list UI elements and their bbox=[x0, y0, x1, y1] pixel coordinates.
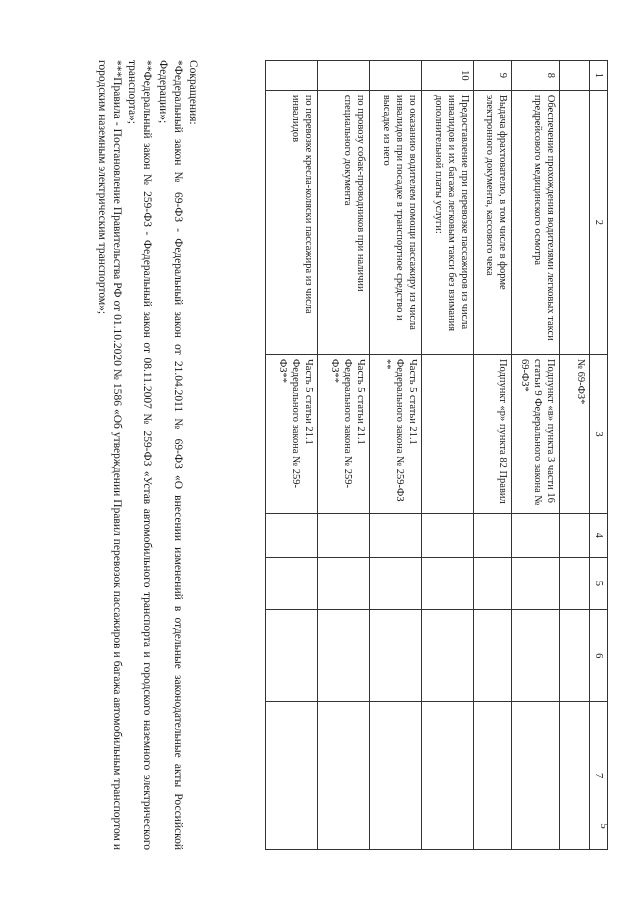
empty-cell bbox=[473, 610, 511, 702]
row-number bbox=[265, 61, 317, 91]
legal-reference: Подпункт «в» пункта 3 части 16 статьи 9 Федерального закона № 69-ФЗ* bbox=[511, 354, 559, 513]
header-cell-2: 2 bbox=[589, 90, 607, 354]
empty-cell bbox=[511, 513, 559, 557]
empty-cell bbox=[511, 702, 559, 850]
header-cell-5: 5 bbox=[589, 557, 607, 610]
footnote-rules: ***Правила - Постановление Правительства РФ от 01.10.2020 № 1586 «Об утверждении Правил перевозок пассажиров и багажа автомобильным транспортом и городским наземным электрическим транспортом»; bbox=[95, 60, 124, 850]
abbreviations-section bbox=[94, 60, 200, 850]
requirements-table bbox=[265, 60, 608, 850]
empty-cell bbox=[317, 557, 369, 610]
row-number: 8 bbox=[511, 61, 559, 91]
legal-reference: № 69-ФЗ* bbox=[559, 354, 589, 513]
empty-cell bbox=[421, 513, 473, 557]
table-row bbox=[265, 61, 317, 850]
requirement-text: Обеспечение прохождения водителями легковых такси предрейсового медицинского осмотра bbox=[511, 90, 559, 354]
requirement-text: по оказанию водителем помощи пассажиру из числа инвалидов при посадке в транспортное средство и высадке из него bbox=[369, 90, 421, 354]
empty-cell bbox=[421, 702, 473, 850]
empty-cell bbox=[421, 557, 473, 610]
requirement-text: по провозу собак-проводников при наличии специального документа bbox=[317, 90, 369, 354]
empty-cell bbox=[511, 557, 559, 610]
row-number bbox=[559, 61, 589, 91]
page-number: 5 bbox=[597, 823, 610, 829]
header-cell-4: 4 bbox=[589, 513, 607, 557]
empty-cell bbox=[265, 610, 317, 702]
table-row bbox=[473, 61, 511, 850]
legal-reference bbox=[421, 354, 473, 513]
table-row bbox=[511, 61, 559, 850]
empty-cell bbox=[421, 610, 473, 702]
table-row bbox=[317, 61, 369, 850]
empty-cell bbox=[559, 513, 589, 557]
rotated-page-content bbox=[20, 0, 620, 890]
requirement-text: по перевозке кресла-коляски пассажира из числа инвалидов bbox=[265, 90, 317, 354]
empty-cell bbox=[317, 702, 369, 850]
table-row bbox=[421, 61, 473, 850]
empty-cell bbox=[265, 513, 317, 557]
footnote-69-fz: *Федеральный закон № 69-ФЗ - Федеральный закон от 21.04.2011 № 69-ФЗ «О внесении изменений в отдельные законодательные акты Российской Федерации»; bbox=[156, 60, 184, 850]
table-header-row bbox=[589, 61, 607, 850]
empty-cell bbox=[317, 513, 369, 557]
empty-cell bbox=[473, 702, 511, 850]
empty-cell bbox=[559, 610, 589, 702]
header-cell-1: 1 bbox=[589, 61, 607, 91]
empty-cell bbox=[265, 702, 317, 850]
legal-reference: Часть 5 статьи 21.1 Федерального закона № 259-ФЗ** bbox=[265, 354, 317, 513]
row-number: 10 bbox=[421, 61, 473, 91]
empty-cell bbox=[369, 702, 421, 850]
header-cell-6: 6 bbox=[589, 610, 607, 702]
requirement-text: Предоставление при перевозке пассажиров из числа инвалидов и их багажа легковым такси без взимания дополнительной платы услуги: bbox=[421, 90, 473, 354]
empty-cell bbox=[559, 557, 589, 610]
empty-cell bbox=[369, 610, 421, 702]
footnote-259-fz: **Федеральный закон № 259-ФЗ - Федеральный закон от 08.11.2007 № 259-ФЗ «Устав автомобильного транспорта и городского наземного электрического транспорта»; bbox=[126, 60, 154, 850]
row-number bbox=[369, 61, 421, 91]
table-row bbox=[559, 61, 589, 850]
empty-cell bbox=[473, 513, 511, 557]
row-number bbox=[317, 61, 369, 91]
empty-cell bbox=[559, 702, 589, 850]
empty-cell bbox=[511, 610, 559, 702]
empty-cell bbox=[265, 557, 317, 610]
requirement-text: Выдача фрахтователю, в том числе в форме электронного документа, кассового чека bbox=[473, 90, 511, 354]
empty-cell bbox=[317, 610, 369, 702]
abbreviations-heading: Сокращения: bbox=[187, 60, 199, 125]
legal-reference: Подпункт «р» пункта 82 Правил bbox=[473, 354, 511, 513]
header-cell-3: 3 bbox=[589, 354, 607, 513]
legal-reference: Часть 5 статьи 21.1 Федерального закона № 259-ФЗ ** bbox=[369, 354, 421, 513]
empty-cell bbox=[369, 513, 421, 557]
empty-cell bbox=[473, 557, 511, 610]
requirement-text bbox=[559, 90, 589, 354]
empty-cell bbox=[369, 557, 421, 610]
legal-reference: Часть 5 статьи 21.1 Федерального закона № 259-ФЗ** bbox=[317, 354, 369, 513]
row-number: 9 bbox=[473, 61, 511, 91]
table-row bbox=[369, 61, 421, 850]
header-cell-7: 7 bbox=[589, 702, 607, 850]
